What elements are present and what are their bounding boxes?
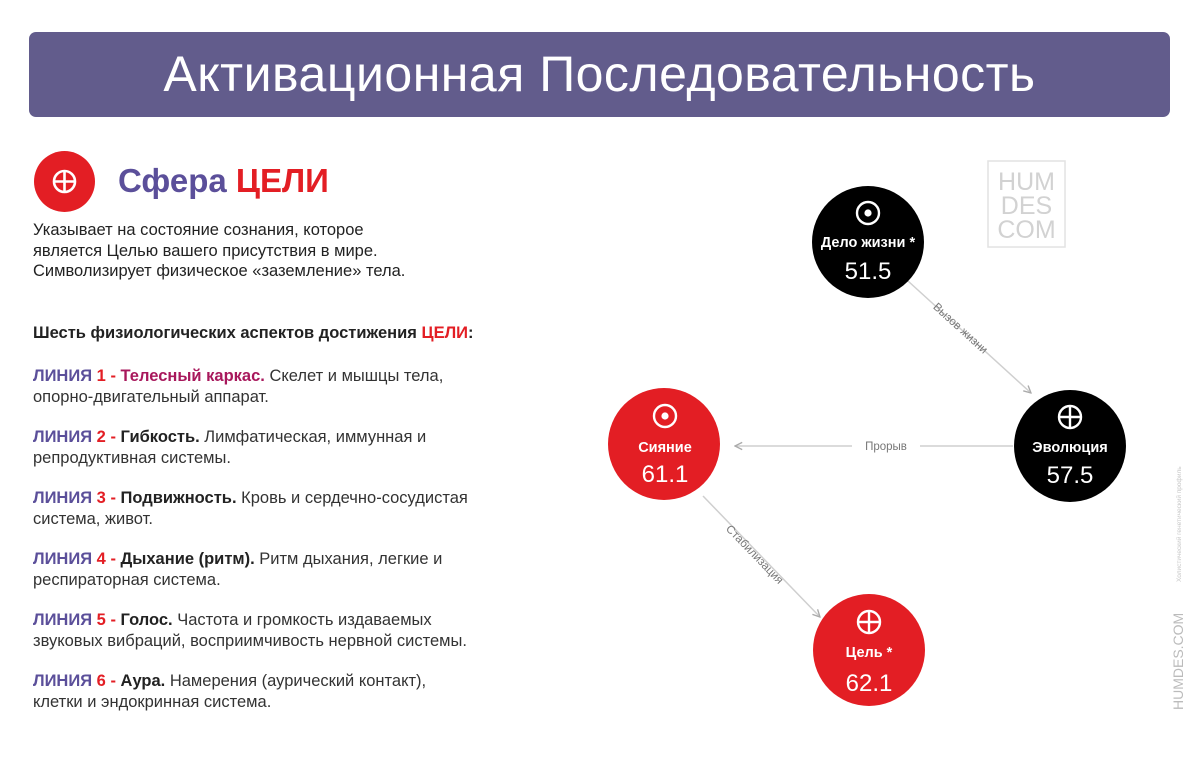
line-dash: -	[105, 672, 121, 690]
line-text: Частота и громкость издаваемых	[172, 611, 432, 629]
sphere-title-prefix: Сфера	[118, 162, 227, 199]
aspects-heading-accent: ЦЕЛИ	[421, 324, 469, 342]
description-line: Указывает на состояние сознания, которое	[33, 221, 364, 239]
page-title: Активационная Последовательность	[163, 46, 1036, 102]
line-name: Телесный каркас.	[120, 367, 265, 385]
line-text: Скелет и мышцы тела,	[264, 367, 444, 385]
aspects-heading-prefix: Шесть физиологических аспектов достижения	[33, 324, 417, 342]
line-dash: -	[105, 611, 121, 629]
side-watermark: HUMDES.COM	[1170, 612, 1186, 710]
diagram-node	[1014, 390, 1126, 502]
line-dash: -	[105, 367, 121, 385]
description-line: является Целью вашего присутствия в мире.	[33, 241, 378, 260]
node-label: Эволюция	[1032, 440, 1108, 456]
line-label: ЛИНИЯ	[33, 367, 93, 385]
sphere-title	[118, 162, 329, 200]
line-text: Намерения (аурический контакт),	[165, 672, 427, 690]
node-value: 57.5	[1046, 462, 1094, 489]
line-item	[33, 366, 553, 427]
line-item	[33, 549, 553, 610]
sphere-title-accent: ЦЕЛИ	[235, 162, 329, 199]
line-name: Подвижность.	[120, 489, 237, 507]
line-number: 4	[96, 550, 106, 568]
line-name: Гибкость.	[120, 428, 200, 446]
description-line: Символизирует физическое «заземление» тела.	[33, 262, 406, 280]
line-name: Аура.	[120, 672, 166, 690]
line-name: Дыхание (ритм).	[120, 550, 255, 568]
edge-label: Прорыв	[865, 441, 907, 453]
aspects-heading	[33, 324, 474, 343]
line-text-continued: звуковых вибраций, восприимчивость нервной системы.	[33, 632, 467, 650]
edge-label: Стабилизация	[723, 523, 786, 587]
line-dash: -	[105, 428, 121, 446]
line-text: Лимфатическая, иммунная и	[199, 428, 427, 446]
line-item	[33, 427, 553, 488]
line-text: Ритм дыхания, легкие и	[254, 550, 443, 568]
line-item	[33, 671, 553, 732]
node-value: 51.5	[844, 258, 892, 285]
watermark-text: COM	[997, 216, 1056, 244]
line-number: 3	[96, 489, 106, 507]
node-value: 62.1	[845, 670, 893, 697]
diagram-node	[608, 388, 720, 500]
line-label: ЛИНИЯ	[33, 550, 93, 568]
edge-label: Вызов жизни	[930, 301, 990, 357]
line-text-continued: респираторная система.	[33, 571, 221, 589]
line-item	[33, 488, 553, 549]
node-label: Цель *	[845, 645, 893, 661]
lines-list	[33, 366, 553, 732]
line-dash: -	[105, 550, 121, 568]
line-text-continued: система, живот.	[33, 510, 153, 528]
line-item	[33, 610, 553, 671]
line-number: 2	[96, 428, 106, 446]
watermark-text: HUM	[998, 168, 1055, 196]
line-label: ЛИНИЯ	[33, 611, 93, 629]
diagram-node	[813, 594, 925, 706]
node-value: 61.1	[641, 461, 689, 488]
line-text-continued: клетки и эндокринная система.	[33, 693, 272, 711]
circled-cross-icon	[34, 151, 95, 212]
line-dash: -	[105, 489, 121, 507]
circled-cross-icon	[1059, 406, 1081, 428]
watermark-text: DES	[1000, 192, 1053, 220]
line-label: ЛИНИЯ	[33, 672, 93, 690]
line-label: ЛИНИЯ	[33, 428, 93, 446]
activation-diagram	[590, 150, 1200, 757]
node-label: Сияние	[638, 440, 692, 456]
line-text: Кровь и сердечно-сосудистая	[236, 489, 468, 507]
circled-cross-icon	[858, 611, 880, 633]
line-number: 5	[96, 611, 106, 629]
line-number: 1	[96, 367, 106, 385]
line-name: Голос.	[120, 611, 173, 629]
header-banner	[29, 32, 1170, 117]
line-number: 6	[96, 672, 106, 690]
line-text-continued: репродуктивная системы.	[33, 449, 231, 467]
line-text-continued: опорно-двигательный аппарат.	[33, 388, 269, 406]
sphere-description	[33, 220, 405, 282]
diagram-node	[812, 186, 924, 298]
side-watermark-small: Холистический генетический профиль	[1176, 466, 1183, 582]
line-label: ЛИНИЯ	[33, 489, 93, 507]
aspects-heading-suffix: :	[468, 324, 474, 342]
node-label: Дело жизни *	[820, 235, 916, 251]
